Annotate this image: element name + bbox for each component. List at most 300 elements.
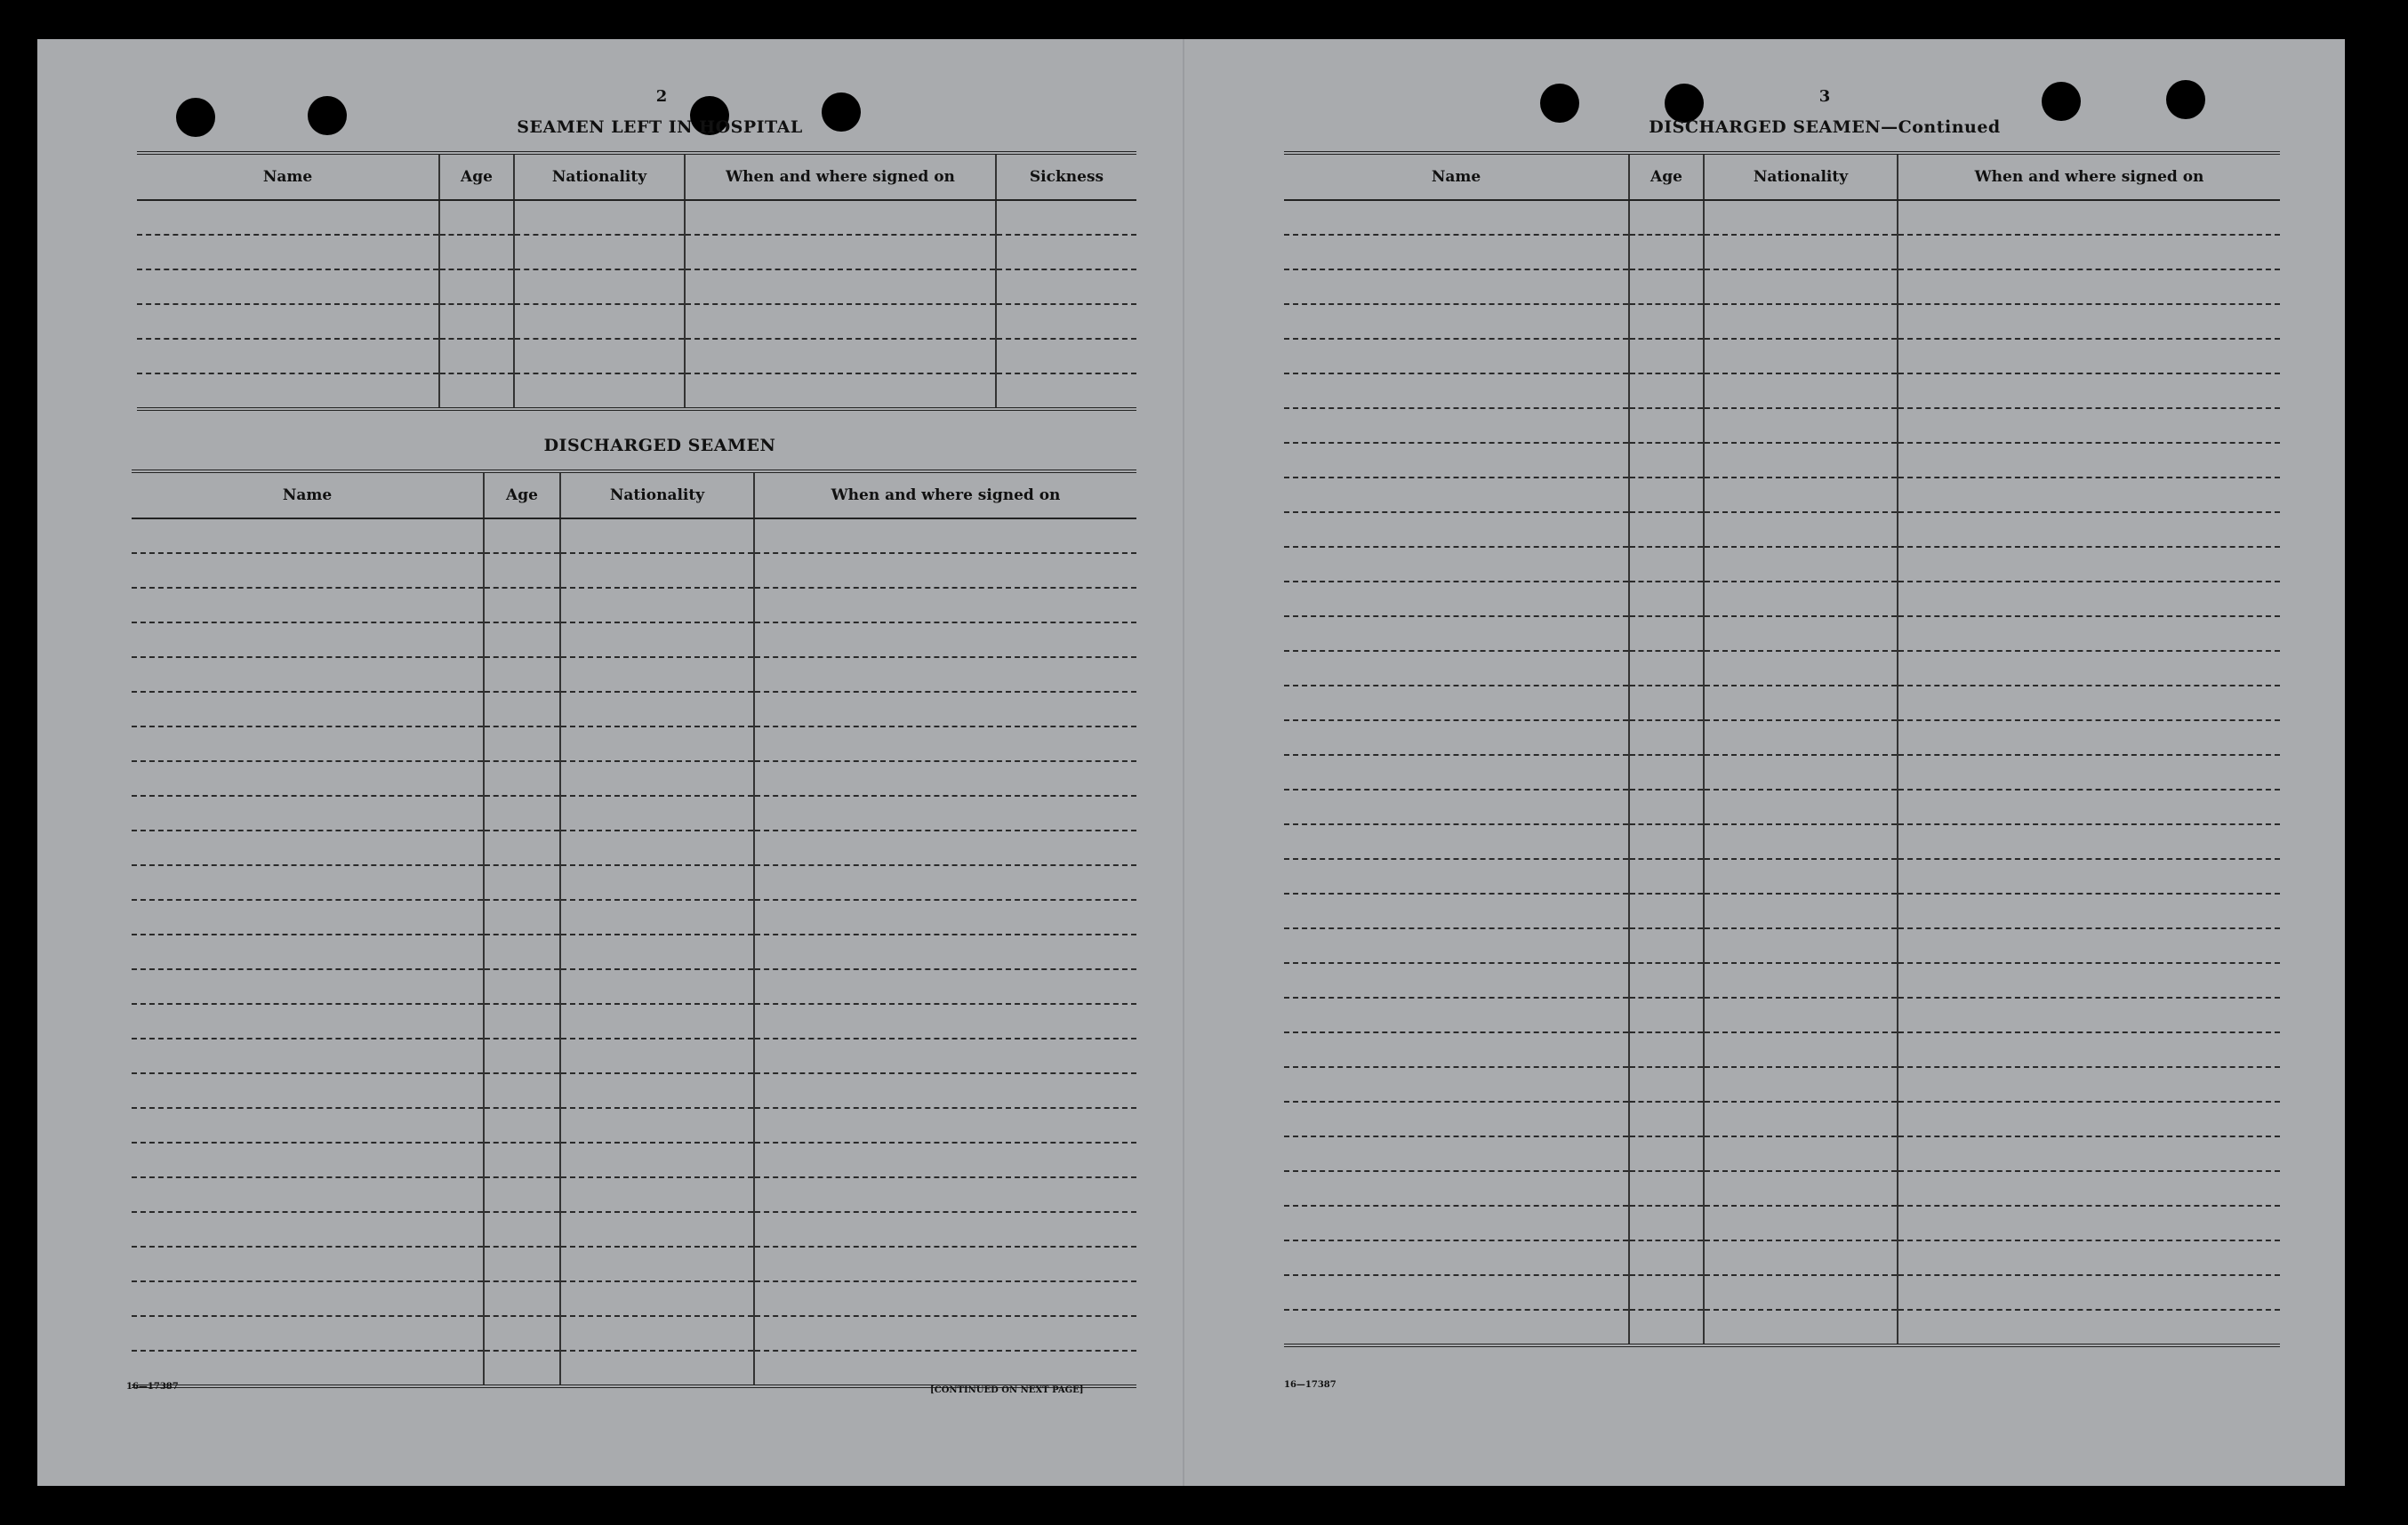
- page-number: 3: [1818, 87, 1831, 106]
- column-header-signed-on: When and where signed on: [685, 153, 996, 200]
- blank-cell: [1898, 1206, 2280, 1240]
- blank-cell: [1898, 616, 2280, 651]
- discharged-table-header: [132, 471, 1136, 518]
- blank-cell: [132, 692, 484, 726]
- blank-cell: [1704, 859, 1898, 894]
- table-row: [132, 796, 1136, 831]
- blank-cell: [1704, 1136, 1898, 1171]
- blank-cell: [514, 200, 685, 235]
- blank-cell: [484, 865, 560, 900]
- table-row: [1284, 235, 2280, 269]
- blank-cell: [132, 1108, 484, 1143]
- table-row: [1284, 928, 2280, 963]
- blank-cell: [1629, 1171, 1704, 1206]
- table-row: [1284, 686, 2280, 720]
- blank-cell: [1284, 1310, 1629, 1345]
- table-row: [132, 1004, 1136, 1039]
- blank-cell: [1898, 478, 2280, 512]
- blank-cell: [132, 622, 484, 657]
- blank-cell: [1704, 894, 1898, 928]
- blank-cell: [1704, 478, 1898, 512]
- blank-cell: [1898, 1102, 2280, 1136]
- blank-cell: [560, 692, 754, 726]
- blank-cell: [484, 900, 560, 935]
- table-row: [1284, 894, 2280, 928]
- blank-cell: [514, 373, 685, 409]
- blank-cell: [1898, 963, 2280, 998]
- blank-cell: [1704, 304, 1898, 339]
- table-row: [132, 865, 1136, 900]
- column-header-signed-on: When and where signed on: [1898, 153, 2280, 200]
- table-row: [137, 200, 1136, 235]
- discharged-table: [132, 470, 1136, 1388]
- table-row: [132, 1108, 1136, 1143]
- table-row: [1284, 1206, 2280, 1240]
- blank-cell: [1704, 651, 1898, 686]
- table-row: [132, 622, 1136, 657]
- blank-cell: [560, 657, 754, 692]
- blank-cell: [754, 1177, 1136, 1212]
- blank-cell: [1629, 1102, 1704, 1136]
- blank-cell: [560, 726, 754, 761]
- blank-cell: [754, 796, 1136, 831]
- blank-cell: [1898, 1136, 2280, 1171]
- blank-cell: [514, 304, 685, 339]
- blank-cell: [1629, 790, 1704, 824]
- blank-cell: [1704, 790, 1898, 824]
- blank-cell: [685, 269, 996, 304]
- blank-cell: [484, 831, 560, 865]
- blank-cell: [484, 1177, 560, 1212]
- blank-cell: [132, 1281, 484, 1316]
- blank-cell: [1898, 790, 2280, 824]
- blank-cell: [1284, 859, 1629, 894]
- blank-cell: [1284, 1275, 1629, 1310]
- blank-cell: [1284, 269, 1629, 304]
- binder-hole: [176, 98, 215, 137]
- blank-cell: [754, 553, 1136, 588]
- discharged-continued-title: [1540, 117, 2109, 137]
- blank-cell: [1629, 235, 1704, 269]
- column-header-nationality: Nationality: [560, 471, 754, 518]
- blank-cell: [996, 373, 1136, 409]
- blank-cell: [560, 1039, 754, 1073]
- table-row: [1284, 755, 2280, 790]
- blank-cell: [484, 1073, 560, 1108]
- blank-cell: [1284, 408, 1629, 443]
- binder-hole: [308, 96, 347, 135]
- blank-cell: [132, 726, 484, 761]
- blank-cell: [1629, 894, 1704, 928]
- blank-cell: [484, 1212, 560, 1247]
- blank-cell: [996, 200, 1136, 235]
- blank-cell: [484, 1004, 560, 1039]
- blank-cell: [484, 622, 560, 657]
- blank-cell: [1898, 1067, 2280, 1102]
- table-row: [132, 518, 1136, 553]
- blank-cell: [1629, 824, 1704, 859]
- blank-cell: [132, 553, 484, 588]
- blank-cell: [1898, 755, 2280, 790]
- blank-cell: [439, 269, 514, 304]
- blank-cell: [1284, 1067, 1629, 1102]
- blank-cell: [1629, 582, 1704, 616]
- blank-cell: [1629, 928, 1704, 963]
- table-row: [132, 1177, 1136, 1212]
- blank-cell: [1629, 512, 1704, 547]
- blank-cell: [1898, 1310, 2280, 1345]
- blank-cell: [1898, 1275, 2280, 1310]
- blank-cell: [1284, 582, 1629, 616]
- blank-cell: [1704, 1206, 1898, 1240]
- blank-cell: [1704, 582, 1898, 616]
- blank-cell: [560, 622, 754, 657]
- blank-cell: [132, 588, 484, 622]
- blank-cell: [1629, 478, 1704, 512]
- right-page: [1184, 39, 2345, 1486]
- blank-cell: [1898, 304, 2280, 339]
- table-row: [1284, 1310, 2280, 1345]
- column-header-sickness: Sickness: [996, 153, 1136, 200]
- table-row: [1284, 1032, 2280, 1067]
- blank-cell: [1704, 200, 1898, 235]
- blank-cell: [560, 1212, 754, 1247]
- blank-cell: [560, 796, 754, 831]
- blank-cell: [484, 935, 560, 969]
- blank-cell: [754, 761, 1136, 796]
- binder-hole: [2166, 80, 2205, 119]
- blank-cell: [560, 1143, 754, 1177]
- discharged-continued-rows: [1284, 200, 2280, 1345]
- blank-cell: [685, 304, 996, 339]
- blank-cell: [1704, 1102, 1898, 1136]
- blank-cell: [685, 200, 996, 235]
- blank-cell: [132, 865, 484, 900]
- blank-cell: [137, 235, 439, 269]
- blank-cell: [1629, 339, 1704, 373]
- blank-cell: [1284, 1136, 1629, 1171]
- blank-cell: [1704, 963, 1898, 998]
- blank-cell: [1629, 304, 1704, 339]
- blank-cell: [1284, 443, 1629, 478]
- table-row: [137, 269, 1136, 304]
- blank-cell: [1704, 443, 1898, 478]
- blank-cell: [1629, 443, 1704, 478]
- blank-cell: [560, 935, 754, 969]
- blank-cell: [560, 1177, 754, 1212]
- blank-cell: [1629, 200, 1704, 235]
- blank-cell: [754, 831, 1136, 865]
- table-row: [1284, 339, 2280, 373]
- blank-cell: [484, 1351, 560, 1386]
- page-number: 2: [655, 87, 668, 106]
- blank-cell: [560, 1004, 754, 1039]
- blank-cell: [1284, 478, 1629, 512]
- blank-cell: [137, 373, 439, 409]
- discharged-continued-title-suffix: —Continued: [1881, 117, 2001, 137]
- blank-cell: [560, 518, 754, 553]
- blank-cell: [484, 1143, 560, 1177]
- blank-cell: [439, 339, 514, 373]
- blank-cell: [1629, 616, 1704, 651]
- blank-cell: [1284, 720, 1629, 755]
- blank-cell: [560, 831, 754, 865]
- table-row: [1284, 512, 2280, 547]
- blank-cell: [484, 1247, 560, 1281]
- blank-cell: [514, 339, 685, 373]
- blank-cell: [1284, 547, 1629, 582]
- blank-cell: [1898, 373, 2280, 408]
- blank-cell: [1704, 339, 1898, 373]
- blank-cell: [1284, 1240, 1629, 1275]
- blank-cell: [1704, 1171, 1898, 1206]
- blank-cell: [1629, 1310, 1704, 1345]
- blank-cell: [560, 1351, 754, 1386]
- blank-cell: [1898, 408, 2280, 443]
- blank-cell: [754, 588, 1136, 622]
- table-row: [1284, 269, 2280, 304]
- blank-cell: [484, 1316, 560, 1351]
- blank-cell: [1704, 720, 1898, 755]
- blank-cell: [754, 1108, 1136, 1143]
- blank-cell: [1284, 998, 1629, 1032]
- blank-cell: [132, 935, 484, 969]
- blank-cell: [996, 235, 1136, 269]
- blank-cell: [560, 1073, 754, 1108]
- blank-cell: [560, 588, 754, 622]
- blank-cell: [1284, 1171, 1629, 1206]
- table-row: [132, 935, 1136, 969]
- blank-cell: [754, 865, 1136, 900]
- blank-cell: [484, 726, 560, 761]
- blank-cell: [1898, 651, 2280, 686]
- blank-cell: [137, 269, 439, 304]
- blank-cell: [1898, 824, 2280, 859]
- column-header-nationality: Nationality: [1704, 153, 1898, 200]
- blank-cell: [1898, 1032, 2280, 1067]
- table-row: [132, 553, 1136, 588]
- table-row: [1284, 998, 2280, 1032]
- blank-cell: [754, 1073, 1136, 1108]
- blank-cell: [754, 900, 1136, 935]
- blank-cell: [754, 1316, 1136, 1351]
- blank-cell: [132, 831, 484, 865]
- table-row: [132, 588, 1136, 622]
- blank-cell: [560, 1316, 754, 1351]
- blank-cell: [996, 339, 1136, 373]
- blank-cell: [1629, 1136, 1704, 1171]
- blank-cell: [560, 761, 754, 796]
- blank-cell: [1629, 859, 1704, 894]
- blank-cell: [1898, 235, 2280, 269]
- blank-cell: [1284, 1102, 1629, 1136]
- discharged-continued-table-header: [1284, 153, 2280, 200]
- table-row: [132, 1073, 1136, 1108]
- continued-note: [CONTINUED ON NEXT PAGE]: [930, 1385, 1084, 1395]
- blank-cell: [754, 518, 1136, 553]
- blank-cell: [132, 1039, 484, 1073]
- discharged-section-title: DISCHARGED SEAMEN: [543, 436, 776, 455]
- blank-cell: [1898, 859, 2280, 894]
- table-row: [137, 304, 1136, 339]
- blank-cell: [1704, 1032, 1898, 1067]
- blank-cell: [1704, 1310, 1898, 1345]
- table-row: [132, 1316, 1136, 1351]
- blank-cell: [1284, 928, 1629, 963]
- column-header-age: Age: [484, 471, 560, 518]
- blank-cell: [1629, 651, 1704, 686]
- blank-cell: [1629, 408, 1704, 443]
- table-row: [1284, 547, 2280, 582]
- table-row: [1284, 443, 2280, 478]
- table-row: [132, 1281, 1136, 1316]
- blank-cell: [484, 692, 560, 726]
- table-row: [1284, 963, 2280, 998]
- blank-cell: [1284, 963, 1629, 998]
- blank-cell: [484, 553, 560, 588]
- blank-cell: [754, 1004, 1136, 1039]
- blank-cell: [1284, 824, 1629, 859]
- blank-cell: [132, 1247, 484, 1281]
- table-row: [132, 1351, 1136, 1386]
- blank-cell: [685, 373, 996, 409]
- table-row: [1284, 1067, 2280, 1102]
- blank-cell: [754, 1212, 1136, 1247]
- blank-cell: [754, 622, 1136, 657]
- blank-cell: [996, 269, 1136, 304]
- blank-cell: [1898, 339, 2280, 373]
- blank-cell: [439, 304, 514, 339]
- blank-cell: [1284, 686, 1629, 720]
- table-row: [1284, 1102, 2280, 1136]
- table-row: [132, 726, 1136, 761]
- blank-cell: [560, 969, 754, 1004]
- table-row: [132, 1039, 1136, 1073]
- blank-cell: [1898, 720, 2280, 755]
- table-row: [1284, 478, 2280, 512]
- blank-cell: [1898, 686, 2280, 720]
- blank-cell: [1704, 512, 1898, 547]
- blank-cell: [1704, 998, 1898, 1032]
- blank-cell: [1629, 755, 1704, 790]
- manifest-sheet: [37, 39, 2345, 1486]
- blank-cell: [1284, 373, 1629, 408]
- blank-cell: [1284, 304, 1629, 339]
- table-row: [1284, 1136, 2280, 1171]
- blank-cell: [484, 1108, 560, 1143]
- column-header-name: Name: [132, 471, 484, 518]
- blank-cell: [754, 726, 1136, 761]
- blank-cell: [1898, 512, 2280, 547]
- blank-cell: [1284, 894, 1629, 928]
- column-header-name: Name: [137, 153, 439, 200]
- discharged-continued-title-main: DISCHARGED SEAMEN: [1649, 117, 1882, 137]
- blank-cell: [685, 339, 996, 373]
- blank-cell: [132, 657, 484, 692]
- blank-cell: [1629, 720, 1704, 755]
- blank-cell: [137, 339, 439, 373]
- blank-cell: [1898, 547, 2280, 582]
- blank-cell: [1704, 1067, 1898, 1102]
- blank-cell: [560, 1108, 754, 1143]
- blank-cell: [754, 1281, 1136, 1316]
- blank-cell: [484, 518, 560, 553]
- blank-cell: [560, 900, 754, 935]
- blank-cell: [1704, 616, 1898, 651]
- table-row: [1284, 582, 2280, 616]
- blank-cell: [514, 235, 685, 269]
- blank-cell: [1284, 651, 1629, 686]
- blank-cell: [1629, 373, 1704, 408]
- blank-cell: [754, 1143, 1136, 1177]
- blank-cell: [514, 269, 685, 304]
- blank-cell: [1704, 408, 1898, 443]
- blank-cell: [484, 657, 560, 692]
- blank-cell: [137, 200, 439, 235]
- blank-cell: [132, 761, 484, 796]
- column-header-nationality: Nationality: [514, 153, 685, 200]
- table-row: [137, 373, 1136, 409]
- table-row: [1284, 651, 2280, 686]
- binder-hole: [2042, 82, 2081, 121]
- blank-cell: [484, 1039, 560, 1073]
- table-row: [132, 692, 1136, 726]
- blank-cell: [484, 1281, 560, 1316]
- blank-cell: [1629, 1275, 1704, 1310]
- table-row: [132, 831, 1136, 865]
- hospital-table-header: [137, 153, 1136, 200]
- hospital-section-title: SEAMEN LEFT IN HOSPITAL: [517, 117, 803, 137]
- blank-cell: [1898, 1240, 2280, 1275]
- table-row: [132, 969, 1136, 1004]
- blank-cell: [1704, 755, 1898, 790]
- blank-cell: [1704, 1275, 1898, 1310]
- table-row: [132, 1212, 1136, 1247]
- blank-cell: [132, 1316, 484, 1351]
- blank-cell: [1898, 998, 2280, 1032]
- left-page: [37, 39, 1183, 1486]
- blank-cell: [754, 1039, 1136, 1073]
- blank-cell: [1898, 894, 2280, 928]
- blank-cell: [1898, 443, 2280, 478]
- blank-cell: [1284, 1206, 1629, 1240]
- form-number: 16—17387: [1284, 1380, 1336, 1390]
- blank-cell: [132, 1073, 484, 1108]
- blank-cell: [1898, 582, 2280, 616]
- blank-cell: [1284, 1032, 1629, 1067]
- blank-cell: [1898, 928, 2280, 963]
- blank-cell: [1704, 1240, 1898, 1275]
- blank-cell: [754, 657, 1136, 692]
- blank-cell: [1704, 928, 1898, 963]
- blank-cell: [1898, 1171, 2280, 1206]
- blank-cell: [1629, 1240, 1704, 1275]
- blank-cell: [1898, 200, 2280, 235]
- blank-cell: [560, 1281, 754, 1316]
- blank-cell: [1629, 1032, 1704, 1067]
- table-row: [1284, 790, 2280, 824]
- blank-cell: [1704, 686, 1898, 720]
- blank-cell: [1704, 824, 1898, 859]
- column-header-age: Age: [1629, 153, 1704, 200]
- blank-cell: [439, 373, 514, 409]
- table-row: [1284, 1171, 2280, 1206]
- blank-cell: [484, 588, 560, 622]
- table-row: [132, 1247, 1136, 1281]
- blank-cell: [132, 1143, 484, 1177]
- table-row: [132, 657, 1136, 692]
- column-header-name: Name: [1284, 153, 1629, 200]
